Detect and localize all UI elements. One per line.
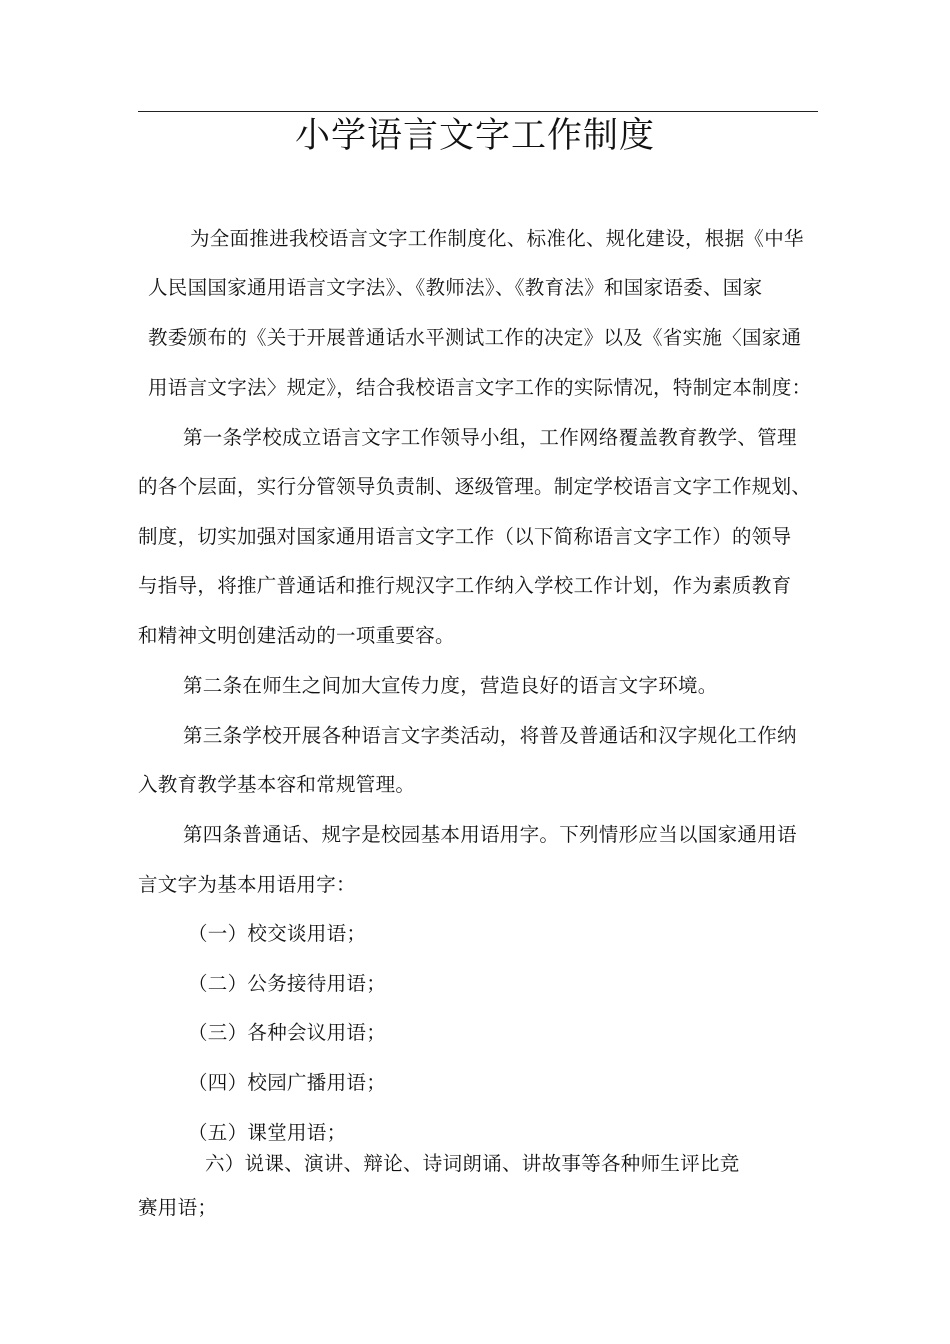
list-item: （四）校园广播用语；	[188, 1071, 387, 1094]
paragraph-line: 与指导，将推广普通话和推行规汉字工作纳入学校工作计划，作为素质教育	[138, 574, 792, 597]
list-item: （三）各种会议用语；	[188, 1021, 387, 1044]
paragraph-line: 第一条学校成立语言文字工作领导小组，工作网络覆盖教育教学、管理	[183, 426, 797, 449]
paragraph-line: 教委颁布的《关于开展普通话水平测试工作的决定》以及《省实施〈国家通	[148, 326, 802, 349]
paragraph-line: 用语言文字法〉规定》，结合我校语言文字工作的实际情况，特制定本制度：	[148, 376, 812, 399]
list-item: （二）公务接待用语；	[188, 972, 387, 995]
list-item-continuation: 赛用语；	[138, 1196, 218, 1219]
paragraph-line: 第三条学校开展各种语言文字类活动，将普及普通话和汉字规化工作纳	[183, 724, 797, 747]
list-item: （五）课堂用语；	[188, 1121, 347, 1144]
paragraph-line: 为全面推进我校语言文字工作制度化、标准化、规化建设，根据《中华	[190, 227, 804, 250]
paragraph-line: 入教育教学基本容和常规管理。	[138, 773, 416, 796]
paragraph-line: 第二条在师生之间加大宣传力度，营造良好的语言文字环境。	[183, 674, 718, 697]
top-rule	[138, 111, 818, 112]
paragraph-line: 言文字为基本用语用字：	[138, 873, 356, 896]
paragraph-line: 人民国国家通用语言文字法》、《教师法》、《教育法》和国家语委、国家	[148, 276, 763, 299]
list-item: （一）校交谈用语；	[188, 922, 367, 945]
paragraph-line: 和精神文明创建活动的一项重要容。	[138, 624, 455, 647]
list-item: 六）说课、演讲、辩论、诗词朗诵、讲故事等各种师生评比竞	[205, 1152, 740, 1175]
paragraph-line: 制度，切实加强对国家通用语言文字工作（以下简称语言文字工作）的领导	[138, 525, 792, 548]
paragraph-line: 第四条普通话、规字是校园基本用语用字。下列情形应当以国家通用语	[183, 823, 797, 846]
document-title: 小学语言文字工作制度	[294, 116, 655, 156]
paragraph-line: 的各个层面，实行分管领导负责制、逐级管理。制定学校语言文字工作规划、	[138, 475, 812, 498]
